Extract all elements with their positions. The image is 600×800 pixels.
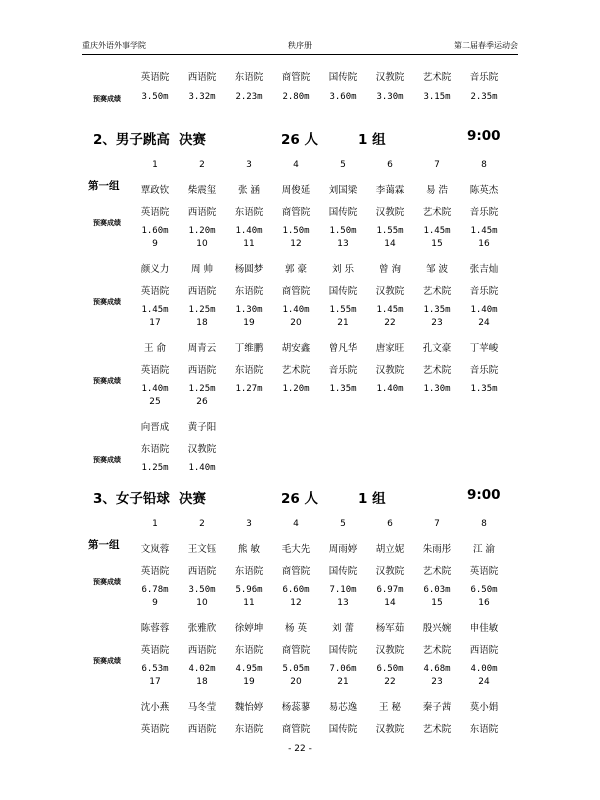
lane-number: 19 bbox=[243, 318, 255, 328]
mark-cell: 1.27m bbox=[235, 384, 263, 394]
mark-cell: 6.97m bbox=[376, 585, 404, 595]
mark-cell: 1.45m bbox=[376, 305, 404, 315]
lane-number: 11 bbox=[243, 598, 255, 608]
athlete-name: 陈英杰 bbox=[469, 185, 499, 196]
mark-cell: 3.50m bbox=[141, 92, 169, 102]
athlete-name: 申佳敏 bbox=[469, 623, 499, 634]
lane-number: 20 bbox=[290, 677, 302, 687]
lane-number: 16 bbox=[478, 239, 490, 249]
lane-number: 15 bbox=[431, 239, 443, 249]
event-name: 第二届春季运动会 bbox=[454, 41, 518, 50]
lane-number: 6 bbox=[387, 160, 393, 170]
athlete-name: 丁苹峻 bbox=[469, 343, 499, 354]
mark-cell: 6.53m bbox=[141, 664, 169, 674]
lane-number: 17 bbox=[149, 318, 161, 328]
lane-number: 16 bbox=[478, 598, 490, 608]
mark-cell: 1.45m bbox=[470, 226, 498, 236]
mark-cell: 1.50m bbox=[282, 226, 310, 236]
athlete-name: 朱雨彤 bbox=[422, 544, 452, 555]
athlete-name: 覃政钦 bbox=[140, 185, 170, 196]
event-time: 9:00 bbox=[467, 487, 501, 503]
college-cell: 东语院 bbox=[234, 365, 264, 376]
mark-cell: 6.50m bbox=[376, 664, 404, 674]
lane-number: 22 bbox=[384, 677, 396, 687]
school-name: 重庆外语外事学院 bbox=[82, 41, 146, 50]
college-cell: 西语院 bbox=[187, 286, 217, 297]
athlete-name: 周雨婷 bbox=[328, 544, 358, 555]
mark-cell: 1.55m bbox=[376, 226, 404, 236]
athlete-name: 殷兴婉 bbox=[422, 623, 452, 634]
mark-cell: 7.06m bbox=[329, 664, 357, 674]
college-cell: 汉教院 bbox=[375, 286, 405, 297]
athlete-name: 杨 英 bbox=[284, 623, 308, 634]
college-cell: 音乐院 bbox=[469, 207, 499, 218]
college-cell: 西语院 bbox=[187, 724, 217, 735]
college-cell: 英语院 bbox=[140, 724, 170, 735]
athlete-name: 刘国梁 bbox=[328, 185, 358, 196]
college-cell: 汉教院 bbox=[375, 207, 405, 218]
lane-number: 21 bbox=[337, 677, 349, 687]
lane-number: 21 bbox=[337, 318, 349, 328]
athlete-name: 曾凡华 bbox=[328, 343, 358, 354]
college-cell: 西语院 bbox=[187, 207, 217, 218]
athlete-name: 徐婷坤 bbox=[234, 623, 264, 634]
mark-cell: 1.35m bbox=[423, 305, 451, 315]
athlete-name: 陈蓉蓉 bbox=[140, 623, 170, 634]
prelim-label: 预赛成绩 bbox=[93, 657, 121, 665]
event-groups: 1 组 bbox=[358, 132, 386, 148]
athlete-name: 张吉灿 bbox=[469, 264, 499, 275]
college-cell: 音乐院 bbox=[469, 286, 499, 297]
mark-cell: 6.03m bbox=[423, 585, 451, 595]
athlete-name: 魏怡婷 bbox=[234, 702, 264, 713]
lane-number: 23 bbox=[431, 318, 443, 328]
college-cell: 国传院 bbox=[328, 566, 358, 577]
athlete-name: 文岚蓉 bbox=[140, 544, 170, 555]
college-cell: 国传院 bbox=[328, 207, 358, 218]
college-cell: 音乐院 bbox=[469, 72, 499, 83]
mark-cell: 1.25m bbox=[188, 384, 216, 394]
page-number: - 22 - bbox=[288, 744, 312, 754]
mark-cell: 2.80m bbox=[282, 92, 310, 102]
athlete-name: 向晋成 bbox=[140, 422, 170, 433]
prelim-label: 预赛成绩 bbox=[93, 219, 121, 227]
college-cell: 汉教院 bbox=[375, 724, 405, 735]
lane-number: 10 bbox=[196, 598, 208, 608]
mark-cell: 6.78m bbox=[141, 585, 169, 595]
lane-number: 3 bbox=[246, 160, 252, 170]
college-cell: 商管院 bbox=[281, 286, 311, 297]
college-cell: 英语院 bbox=[140, 365, 170, 376]
college-cell: 英语院 bbox=[140, 207, 170, 218]
mark-cell: 1.60m bbox=[141, 226, 169, 236]
prelim-label: 预赛成绩 bbox=[93, 456, 121, 464]
group-label: 第一组 bbox=[88, 539, 120, 551]
booklet-title: 秩序册 bbox=[288, 41, 312, 50]
athlete-name: 秦子茜 bbox=[422, 702, 452, 713]
lane-number: 14 bbox=[384, 598, 396, 608]
college-cell: 汉教院 bbox=[375, 365, 405, 376]
college-cell: 汉教院 bbox=[375, 72, 405, 83]
college-cell: 艺术院 bbox=[422, 645, 452, 656]
college-cell: 东语院 bbox=[234, 645, 264, 656]
athlete-name: 曾 洵 bbox=[378, 264, 402, 275]
college-cell: 国传院 bbox=[328, 645, 358, 656]
mark-cell: 1.45m bbox=[423, 226, 451, 236]
mark-cell: 1.30m bbox=[423, 384, 451, 394]
lane-number: 11 bbox=[243, 239, 255, 249]
college-cell: 音乐院 bbox=[328, 365, 358, 376]
college-cell: 西语院 bbox=[187, 72, 217, 83]
lane-number: 13 bbox=[337, 598, 349, 608]
lane-number: 19 bbox=[243, 677, 255, 687]
mark-cell: 4.02m bbox=[188, 664, 216, 674]
college-cell: 东语院 bbox=[234, 724, 264, 735]
athlete-name: 张雅欣 bbox=[187, 623, 217, 634]
mark-cell: 3.15m bbox=[423, 92, 451, 102]
college-cell: 商管院 bbox=[281, 724, 311, 735]
lane-number: 24 bbox=[478, 677, 490, 687]
lane-number: 7 bbox=[434, 160, 440, 170]
college-cell: 西语院 bbox=[187, 566, 217, 577]
mark-cell: 6.50m bbox=[470, 585, 498, 595]
athlete-name: 邹 波 bbox=[425, 264, 449, 275]
college-cell: 汉教院 bbox=[375, 645, 405, 656]
athlete-name: 毛大先 bbox=[281, 544, 311, 555]
college-cell: 英语院 bbox=[140, 645, 170, 656]
mark-cell: 6.60m bbox=[282, 585, 310, 595]
event-count: 26 人 bbox=[281, 132, 318, 148]
athlete-name: 黄子阳 bbox=[187, 422, 217, 433]
college-cell: 商管院 bbox=[281, 645, 311, 656]
college-cell: 艺术院 bbox=[422, 566, 452, 577]
college-cell: 东语院 bbox=[234, 286, 264, 297]
lane-number: 14 bbox=[384, 239, 396, 249]
college-cell: 英语院 bbox=[140, 286, 170, 297]
athlete-name: 张 涵 bbox=[237, 185, 261, 196]
lane-number: 6 bbox=[387, 519, 393, 529]
college-cell: 汉教院 bbox=[375, 566, 405, 577]
college-cell: 东语院 bbox=[234, 72, 264, 83]
college-cell: 东语院 bbox=[234, 566, 264, 577]
college-cell: 东语院 bbox=[469, 724, 499, 735]
event-title: 3、女子铅球 bbox=[93, 491, 170, 507]
mark-cell: 2.23m bbox=[235, 92, 263, 102]
athlete-name: 马冬莹 bbox=[187, 702, 217, 713]
mark-cell: 3.50m bbox=[188, 585, 216, 595]
athlete-name: 王 秘 bbox=[378, 702, 402, 713]
college-cell: 艺术院 bbox=[422, 207, 452, 218]
lane-number: 23 bbox=[431, 677, 443, 687]
lane-number: 12 bbox=[290, 598, 302, 608]
college-cell: 艺术院 bbox=[422, 72, 452, 83]
athlete-name: 胡安鑫 bbox=[281, 343, 311, 354]
mark-cell: 4.00m bbox=[470, 664, 498, 674]
prelim-label: 预赛成绩 bbox=[93, 298, 121, 306]
college-cell: 商管院 bbox=[281, 566, 311, 577]
lane-number: 8 bbox=[481, 160, 487, 170]
lane-number: 13 bbox=[337, 239, 349, 249]
mark-cell: 5.96m bbox=[235, 585, 263, 595]
mark-cell: 1.40m bbox=[282, 305, 310, 315]
mark-cell: 1.30m bbox=[235, 305, 263, 315]
athlete-name: 莫小娟 bbox=[469, 702, 499, 713]
athlete-name: 周青云 bbox=[187, 343, 217, 354]
event-time: 9:00 bbox=[467, 128, 501, 144]
athlete-name: 周 帅 bbox=[190, 264, 214, 275]
mark-cell: 1.20m bbox=[282, 384, 310, 394]
lane-number: 5 bbox=[340, 519, 346, 529]
event-groups: 1 组 bbox=[358, 491, 386, 507]
athlete-name: 孔文豪 bbox=[422, 343, 452, 354]
athlete-name: 熊 敏 bbox=[237, 544, 261, 555]
athlete-name: 易芯逸 bbox=[328, 702, 358, 713]
mark-cell: 1.40m bbox=[376, 384, 404, 394]
lane-number: 10 bbox=[196, 239, 208, 249]
college-cell: 西语院 bbox=[469, 645, 499, 656]
mark-cell: 1.40m bbox=[141, 384, 169, 394]
college-cell: 英语院 bbox=[469, 566, 499, 577]
lane-number: 9 bbox=[152, 239, 158, 249]
lane-number: 18 bbox=[196, 318, 208, 328]
athlete-name: 杨蕊蓼 bbox=[281, 702, 311, 713]
college-cell: 艺术院 bbox=[422, 365, 452, 376]
lane-number: 17 bbox=[149, 677, 161, 687]
mark-cell: 1.45m bbox=[141, 305, 169, 315]
lane-number: 1 bbox=[152, 160, 158, 170]
mark-cell: 7.10m bbox=[329, 585, 357, 595]
lane-number: 1 bbox=[152, 519, 158, 529]
athlete-name: 杨圆梦 bbox=[234, 264, 264, 275]
prelim-label: 预赛成绩 bbox=[93, 377, 121, 385]
event-stage: 决赛 bbox=[179, 132, 206, 148]
lane-number: 4 bbox=[293, 519, 299, 529]
prelim-label: 预赛成绩 bbox=[93, 95, 121, 103]
college-cell: 国传院 bbox=[328, 286, 358, 297]
college-cell: 艺术院 bbox=[422, 724, 452, 735]
lane-number: 2 bbox=[199, 519, 205, 529]
mark-cell: 1.40m bbox=[188, 463, 216, 473]
lane-number: 22 bbox=[384, 318, 396, 328]
mark-cell: 1.35m bbox=[470, 384, 498, 394]
lane-number: 2 bbox=[199, 160, 205, 170]
college-cell: 西语院 bbox=[187, 645, 217, 656]
athlete-name: 易 浩 bbox=[425, 185, 449, 196]
lane-number: 20 bbox=[290, 318, 302, 328]
college-cell: 国传院 bbox=[328, 72, 358, 83]
athlete-name: 沈小燕 bbox=[140, 702, 170, 713]
athlete-name: 杨军茹 bbox=[375, 623, 405, 634]
athlete-name: 王 俞 bbox=[143, 343, 167, 354]
lane-number: 18 bbox=[196, 677, 208, 687]
college-cell: 商管院 bbox=[281, 207, 311, 218]
athlete-name: 刘 乐 bbox=[331, 264, 355, 275]
group-label: 第一组 bbox=[88, 180, 120, 192]
athlete-name: 丁维鹏 bbox=[234, 343, 264, 354]
mark-cell: 1.20m bbox=[188, 226, 216, 236]
mark-cell: 5.05m bbox=[282, 664, 310, 674]
page-header bbox=[82, 38, 518, 55]
college-cell: 西语院 bbox=[187, 365, 217, 376]
athlete-name: 李蔼霖 bbox=[375, 185, 405, 196]
mark-cell: 1.55m bbox=[329, 305, 357, 315]
prelim-label: 预赛成绩 bbox=[93, 578, 121, 586]
college-cell: 东语院 bbox=[140, 444, 170, 455]
college-cell: 艺术院 bbox=[281, 365, 311, 376]
athlete-name: 江 渝 bbox=[472, 544, 496, 555]
mark-cell: 4.95m bbox=[235, 664, 263, 674]
college-cell: 东语院 bbox=[234, 207, 264, 218]
athlete-name: 周俊延 bbox=[281, 185, 311, 196]
college-cell: 国传院 bbox=[328, 724, 358, 735]
college-cell: 音乐院 bbox=[469, 365, 499, 376]
event-stage: 决赛 bbox=[179, 491, 206, 507]
athlete-name: 郭 豪 bbox=[284, 264, 308, 275]
college-cell: 英语院 bbox=[140, 72, 170, 83]
mark-cell: 1.40m bbox=[235, 226, 263, 236]
lane-number: 24 bbox=[478, 318, 490, 328]
college-cell: 英语院 bbox=[140, 566, 170, 577]
lane-number: 8 bbox=[481, 519, 487, 529]
event-count: 26 人 bbox=[281, 491, 318, 507]
mark-cell: 3.60m bbox=[329, 92, 357, 102]
college-cell: 汉教院 bbox=[187, 444, 217, 455]
mark-cell: 1.25m bbox=[188, 305, 216, 315]
mark-cell: 3.32m bbox=[188, 92, 216, 102]
lane-number: 4 bbox=[293, 160, 299, 170]
mark-cell: 1.50m bbox=[329, 226, 357, 236]
mark-cell: 2.35m bbox=[470, 92, 498, 102]
lane-number: 5 bbox=[340, 160, 346, 170]
athlete-name: 唐家旺 bbox=[375, 343, 405, 354]
college-cell: 艺术院 bbox=[422, 286, 452, 297]
lane-number: 12 bbox=[290, 239, 302, 249]
event-title: 2、男子跳高 bbox=[93, 132, 170, 148]
mark-cell: 1.25m bbox=[141, 463, 169, 473]
athlete-name: 王文钰 bbox=[187, 544, 217, 555]
athlete-name: 颜义力 bbox=[140, 264, 170, 275]
athlete-name: 胡立妮 bbox=[375, 544, 405, 555]
mark-cell: 1.40m bbox=[470, 305, 498, 315]
lane-number: 9 bbox=[152, 598, 158, 608]
lane-number: 3 bbox=[246, 519, 252, 529]
mark-cell: 1.35m bbox=[329, 384, 357, 394]
lane-number: 26 bbox=[196, 397, 208, 407]
athlete-name: 刘 蕾 bbox=[331, 623, 355, 634]
mark-cell: 3.30m bbox=[376, 92, 404, 102]
lane-number: 15 bbox=[431, 598, 443, 608]
athlete-name: 柴震玺 bbox=[187, 185, 217, 196]
lane-number: 25 bbox=[149, 397, 161, 407]
mark-cell: 4.68m bbox=[423, 664, 451, 674]
lane-number: 7 bbox=[434, 519, 440, 529]
college-cell: 商管院 bbox=[281, 72, 311, 83]
